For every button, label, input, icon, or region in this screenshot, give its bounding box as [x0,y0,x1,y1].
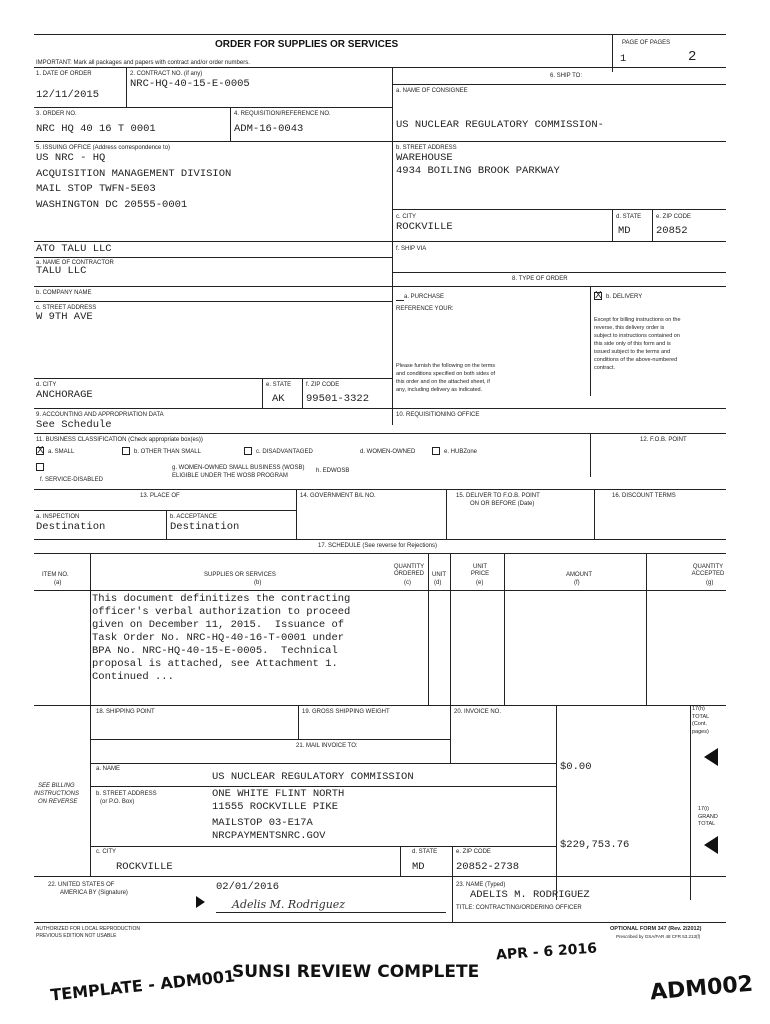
important-note: IMPORTANT: Mark all packages and papers with contract and/or order numbers. [36,60,250,66]
purchase-label: a. PURCHASE [404,294,445,300]
page-number: 1 [620,53,627,65]
mail-street-label: b. STREET ADDRESS [96,791,157,797]
issuing-office-line: US NRC - HQ [36,152,106,164]
officer-title: TITLE: CONTRACTING/ORDERING OFFICER [456,905,582,911]
description-line: This document definitizes the contracting [92,593,351,605]
issuing-office-line: ACQUISITION MANAGEMENT DIVISION [36,168,232,180]
description-line: given on December 11, 2015. Issuance of [92,619,345,631]
accounting-value: See Schedule [36,419,112,431]
signature-date: 02/01/2016 [216,881,280,893]
contractor-zip: 99501-3322 [306,393,370,405]
mail-name: US NUCLEAR REGULATORY COMMISSION [212,771,414,783]
contractor-street: W 9TH AVE [36,311,93,323]
billing-note-line: ON REVERSE [38,799,78,805]
mail-street-line: ONE WHITE FLINT NORTH [212,788,345,800]
billing-note-line: INSTRUCTIONS [34,791,79,797]
mail-state: MD [412,861,425,873]
page-of-pages-label: PAGE OF PAGES [622,40,671,46]
col-unit-header: UNIT [432,572,446,578]
schedule-title: 17. SCHEDULE (See reverse for Rejections) [318,543,438,549]
deliver-fob-label-2: ON OR BEFORE (Date) [470,501,535,507]
ship-via-label: f. SHIP VIA [396,246,427,252]
order-no: NRC HQ 40 16 T 0001 [36,123,156,135]
delivery-text-line: subject to instructions contained on [594,333,680,339]
col-price-sub: (e) [476,580,484,586]
mail-city-label: c. CITY [96,849,117,855]
hubzone-label: e. HUBZone [444,449,478,455]
street-address-line: WAREHOUSE [396,152,453,164]
business-classification-label: 11. BUSINESS CLASSIFICATION (Check appropriate box(es)) [36,437,203,443]
small-checkbox-mark: X [37,445,44,456]
contractor-state: AK [272,393,285,405]
description-line: BPA No. NRC-HQ-40-15-E-0005. Technical [92,645,338,657]
invoice-no-label: 20. INVOICE NO. [454,709,502,715]
contractor-name: TALU LLC [36,265,87,277]
delivery-text-line: contract. [594,365,616,371]
delivery-text-line: conditions of the above-numbered [594,357,678,363]
delivery-text-line: reverse, this delivery order is [594,325,665,331]
col-supplies-header: SUPPLIES OR SERVICES [204,572,276,578]
hubzone-checkbox[interactable] [432,447,440,455]
purchase-text-line: Please furnish the following on the terms [396,363,496,369]
requisition-no-label: 4. REQUISITION/REFERENCE NO. [234,111,331,117]
col-price-header: UNIT PRICE [470,564,490,577]
col-qty-sub: (c) [404,580,411,586]
purchase-text-line: this order and on the attached sheet, if [396,379,490,385]
disadvantaged-label: c. DISADVANTAGED [256,449,313,455]
date-of-order: 12/11/2015 [36,89,100,101]
street-address-line: 4934 BOILING BROOK PARKWAY [396,165,560,177]
gross-weight-label: 19. GROSS SHIPPING WEIGHT [302,709,390,715]
city-label: c. CITY [396,214,417,220]
footer-right-1: OPTIONAL FORM 347 (Rev. 2/2012) [610,926,702,932]
template-stamp: TEMPLATE - ADM001 [49,966,236,1005]
issuing-office-line: WASHINGTON DC 20555-0001 [36,199,188,211]
col-accepted-header: QUANTITY ACCEPTED [691,564,725,577]
purchase-text-line: and conditions specified on both sides of [396,371,496,377]
typed-name-label: 23. NAME (Typed) [456,882,506,888]
place-of-label: 13. PLACE OF [140,493,180,499]
mail-street-line: MAILSTOP 03-E17A [212,817,313,829]
mail-name-label: a. NAME [96,766,121,772]
signature: Adelis M. Rodriguez [232,898,346,911]
small-label: a. SMALL [48,449,75,455]
street-address-label: b. STREET ADDRESS [396,145,457,151]
company-name-label: b. COMPANY NAME [36,290,92,296]
purchase-text-line: any, including delivery as indicated. [396,387,483,393]
city: ROCKVILLE [396,221,453,233]
mail-zip-label: e. ZIP CODE [456,849,491,855]
accounting-label: 9. ACCOUNTING AND APPROPRIATION DATA [36,412,164,418]
col-amount-header: AMOUNT [566,572,592,578]
women-owned-label: d. WOMEN-OWNED [360,449,416,455]
delivery-text-line: Except for billing instructions on the [594,317,681,323]
col-unit-sub: (d) [434,580,442,586]
col-item-sub: (a) [54,580,62,586]
other-than-small-checkbox[interactable] [122,447,130,455]
adm-stamp: ADM002 [649,971,755,1006]
shipping-point-label: 18. SHIPPING POINT [96,709,155,715]
zip: 20852 [656,225,688,237]
contractor-name-label: a. NAME OF CONTRACTOR [36,260,114,266]
zip-label: e. ZIP CODE [656,214,691,220]
discount-terms-label: 16. DISCOUNT TERMS [612,493,676,499]
acceptance-label: b. ACCEPTANCE [170,514,217,520]
contractor-street-label: c. STREET ADDRESS [36,305,97,311]
continued-amount: $0.00 [560,761,592,773]
inspection-value: Destination [36,521,106,533]
typed-name: ADELIS M. RODRIGUEZ [470,889,590,901]
delivery-checkbox-mark: X [595,290,602,301]
contract-no-label: 2. CONTRACT NO. (if any) [130,71,203,77]
total-cont-label: 17(h) TOTAL (Cont. pages) [692,706,710,735]
wosb-label-2: ELIGIBLE UNDER THE WOSB PROGRAM [172,473,288,479]
signature-arrow-icon [196,896,205,908]
mail-city: ROCKVILLE [116,861,173,873]
description-line: proposal is attached, see Attachment 1. [92,658,338,670]
footer-right-2: Prescribed by GSA/FAR 48 CFR 53.213(f) [616,934,701,939]
vendor-top: ATO TALU LLC [36,243,112,255]
col-item-header: ITEM NO. [42,572,69,578]
sdvosb-label: f. SERVICE-DISABLED [40,477,103,483]
col-accepted-sub: (g) [706,580,714,586]
col-qty-header: QUANTITY ORDERED [393,564,425,577]
usa-by-label: 22. UNITED STATES OF [48,882,115,888]
contractor-state-label: e. STATE [266,382,292,388]
delivery-text-line: this side only of this form and is [594,341,671,347]
date-of-order-label: 1. DATE OF ORDER [36,71,92,77]
disadvantaged-checkbox[interactable] [244,447,252,455]
wosb-label: g. WOMEN-OWNED SMALL BUSINESS (WOSB) [172,465,305,471]
delivery-label: b. DELIVERY [606,294,643,300]
footer-left-1: AUTHORIZED FOR LOCAL REPRODUCTION [36,926,140,932]
received-date-stamp: APR - 6 2016 [495,940,598,964]
state: MD [618,225,631,237]
col-amount-sub: (f) [574,580,580,586]
requisitioning-office-label: 10. REQUISITIONING OFFICE [396,412,480,418]
other-than-small-label: b. OTHER THAN SMALL [134,449,201,455]
delivery-text-line: issued subject to the terms and [594,349,671,355]
description-line: Continued ... [92,671,174,683]
mail-invoice-label: 21. MAIL INVOICE TO: [296,743,358,749]
ship-to-label: 6. SHIP TO: [550,73,583,79]
gov-bl-label: 14. GOVERNMENT B/L NO. [300,493,376,499]
sdvosb-checkbox[interactable] [36,463,44,471]
mail-street-line: 11555 ROCKVILLE PIKE [212,801,339,813]
mail-street-label-2: (or P.O. Box) [100,799,135,805]
grand-total-label: 17(i) GRAND TOTAL [698,806,718,827]
sunsi-stamp: SUNSI REVIEW COMPLETE [232,962,480,982]
contractor-zip-label: f. ZIP CODE [306,382,340,388]
contractor-city-label: d. CITY [36,382,57,388]
col-supplies-sub: (b) [254,580,262,586]
grand-total-arrow-icon [704,836,718,854]
state-label: d. STATE [616,214,642,220]
edwosb-label: h. EDWOSB [316,468,350,474]
usa-by-label-2: AMERICA BY (Signature) [60,890,128,896]
footer-left-2: PREVIOUS EDITION NOT USABLE [36,933,117,939]
billing-note-line: SEE BILLING [38,783,75,789]
grand-total: $229,753.76 [560,839,630,851]
description-line: Task Order No. NRC-HQ-40-16-T-0001 under [92,632,345,644]
order-no-label: 3. ORDER NO. [36,111,77,117]
total-arrow-icon [704,748,718,766]
issuing-office-line: MAIL STOP TWFN-5E03 [36,183,156,195]
fob-point-label: 12. F.O.B. POINT [640,437,687,443]
requisition-no: ADM-16-0043 [234,123,304,135]
pages-total: 2 [688,49,697,65]
deliver-fob-label: 15. DELIVER TO F.O.B. POINT [456,493,540,499]
consignee-label: a. NAME OF CONSIGNEE [396,88,468,94]
issuing-office-label: 5. ISSUING OFFICE (Address correspondence to) [36,145,171,151]
description-line: officer's verbal authorization to proceed [92,606,351,618]
inspection-label: a. INSPECTION [36,514,80,520]
acceptance-value: Destination [170,521,240,533]
form-title: ORDER FOR SUPPLIES OR SERVICES [215,39,399,50]
mail-zip: 20852-2738 [456,861,520,873]
contract-no: NRC-HQ-40-15-E-0005 [130,78,250,90]
mail-street-line: NRCPAYMENTSNRC.GOV [212,830,326,842]
reference-your-label: REFERENCE YOUR: [396,306,454,312]
type-of-order-label: 8. TYPE OF ORDER [512,276,568,282]
mail-state-label: d. STATE [412,849,438,855]
contractor-city: ANCHORAGE [36,389,93,401]
consignee-name: US NUCLEAR REGULATORY COMMISSION- [396,119,604,131]
